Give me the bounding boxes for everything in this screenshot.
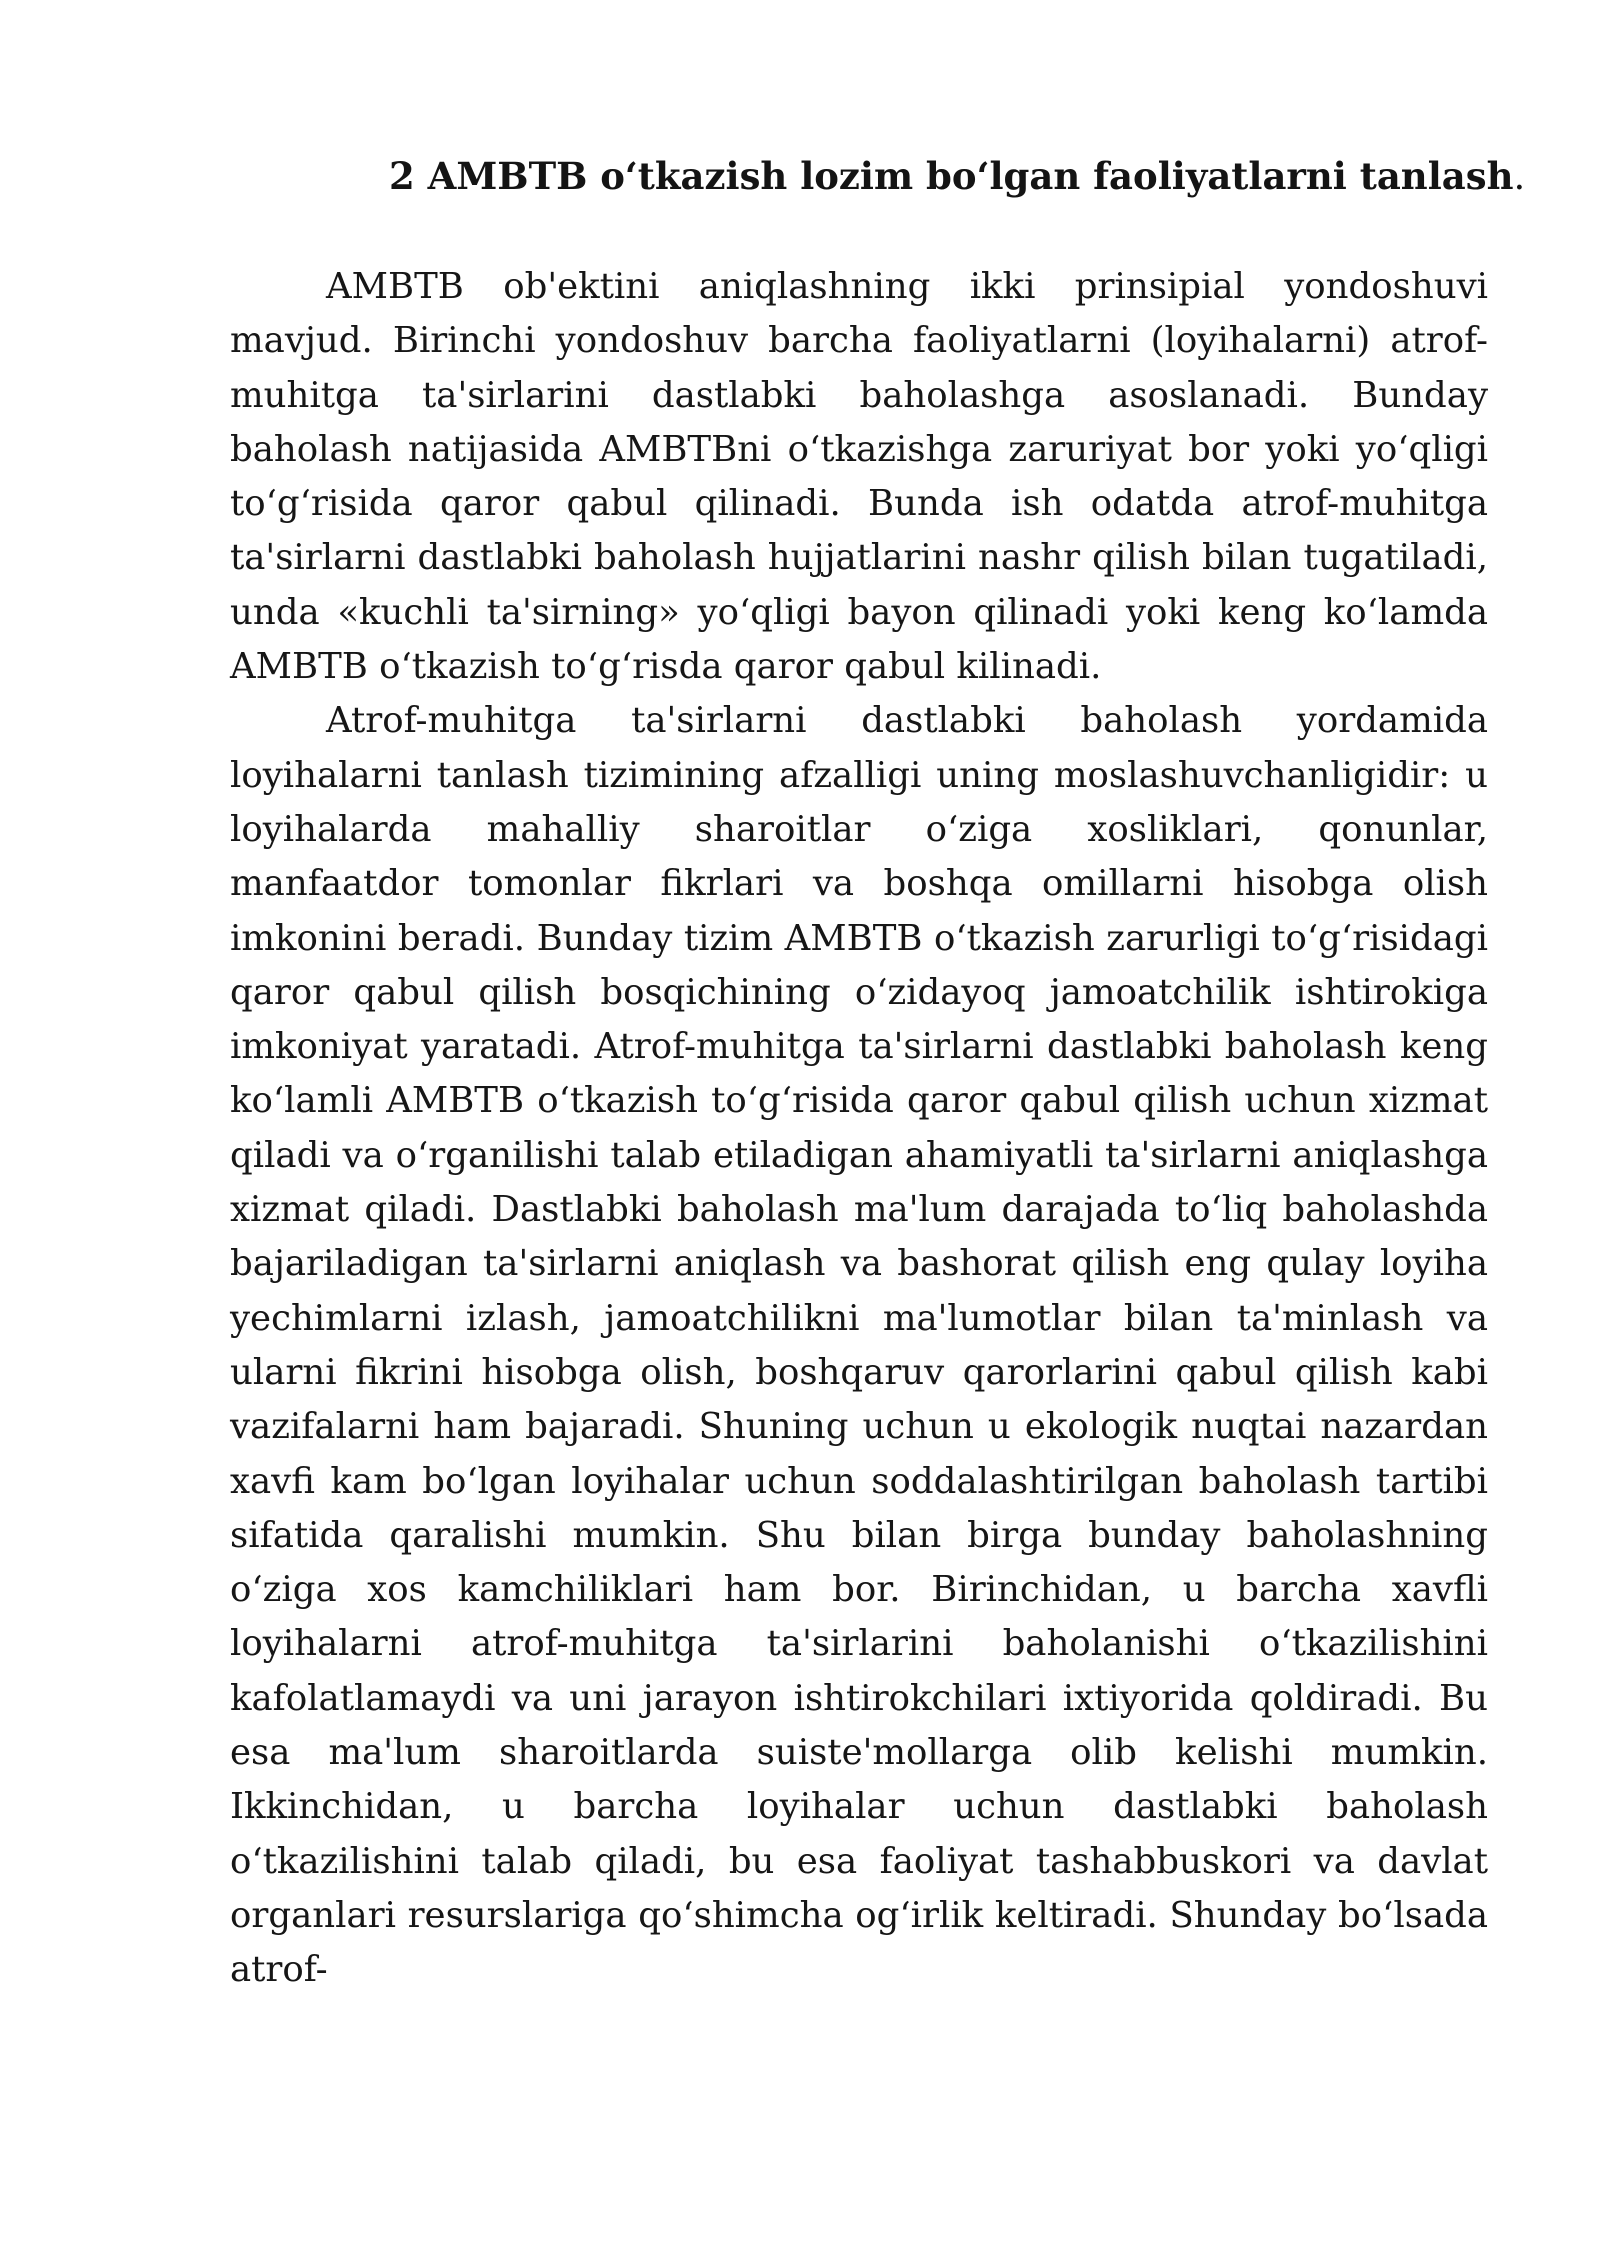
section-heading-title: 2 AMBTB o‘tkazish lozim bo‘lgan faoliyatlarni tanlash [389, 154, 1514, 198]
paragraph-preliminary-assessment: Atrof-muhitga ta'sirlarni dastlabki baholash yordamida loyihalarni tanlash tizimining afzalligi uning moslashuvchanligidir: u loyihalarda mahalliy sharoitlar o‘ziga xosliklari, qonunlar, manfaatdor tomonlar fikrlari va boshqa omillarni hisobga olish imkonini beradi. Bunday tizim AMBTB o‘tkazish zarurligi to‘g‘risidagi qaror qabul qilish bosqichining o‘zidayoq jamoatchilik ishtirokiga imkoniyat yaratadi. Atrof-muhitga ta'sirlarni dastlabki baholash keng ko‘lamli AMBTB o‘tkazish to‘g‘risida qaror qabul qilish uchun xizmat qiladi va o‘rganilishi talab etiladigan ahamiyatli ta'sirlarni aniqlashga xizmat qiladi. Dastlabki baholash ma'lum darajada to‘liq baholashda bajariladigan ta'sirlarni aniqlash va bashorat qilish eng qulay loyiha yechimlarni izlash, jamoatchilikni ma'lumotlar bilan ta'minlash va ularni fikrini hisobga olish, boshqaruv qarorlarini qabul qilish kabi vazifalarni ham bajaradi. Shuning uchun u ekologik nuqtai nazardan xavfi kam bo‘lgan loyihalar uchun soddalashtirilgan baholash tartibi sifatida qaralishi mumkin. Shu bilan birga bunday baholashning o‘ziga xos kamchiliklari ham bor. Birinchidan, u barcha xavfli loyihalarni atrof-muhitga ta'sirlarini baholanishi o‘tkazilishini kafolatlamaydi va uni jarayon ishtirokchilari ixtiyorida qoldiradi. Bu esa ma'lum sharoitlarda suiste'mollarga olib kelishi mumkin. Ikkinchidan, u barcha loyihalar uchun dastlabki baholash o‘tkazilishini talab qiladi, bu esa faoliyat tashabbuskori va davlat organlari resurslariga qo‘shimcha og‘irlik keltiradi. Shunday bo‘lsada atrof- [230, 700, 1488, 1991]
body-text [230, 260, 1488, 1998]
section-heading [389, 148, 1525, 205]
paragraph-ambtb-approaches: AMBTB ob'ektini aniqlashning ikki prinsipial yondoshuvi mavjud. Birinchi yondoshuv barcha faoliyatlarni (loyihalarni) atrof-muhitga ta'sirlarini dastlabki baholashga asoslanadi. Bunday baholash natijasida AMBTBni o‘tkazishga zaruriyat bor yoki yo‘qligi to‘g‘risida qaror qabul qilinadi. Bunda ish odatda atrof-muhitga ta'sirlarni dastlabki baholash hujjatlarini nashr qilish bilan tugatiladi, unda «kuchli ta'sirning» yo‘qligi bayon qilinadi yoki keng ko‘lamda AMBTB o‘tkazish to‘g‘risda qaror qabul kilinadi. [230, 266, 1488, 688]
section-heading-period: . [1513, 155, 1526, 198]
